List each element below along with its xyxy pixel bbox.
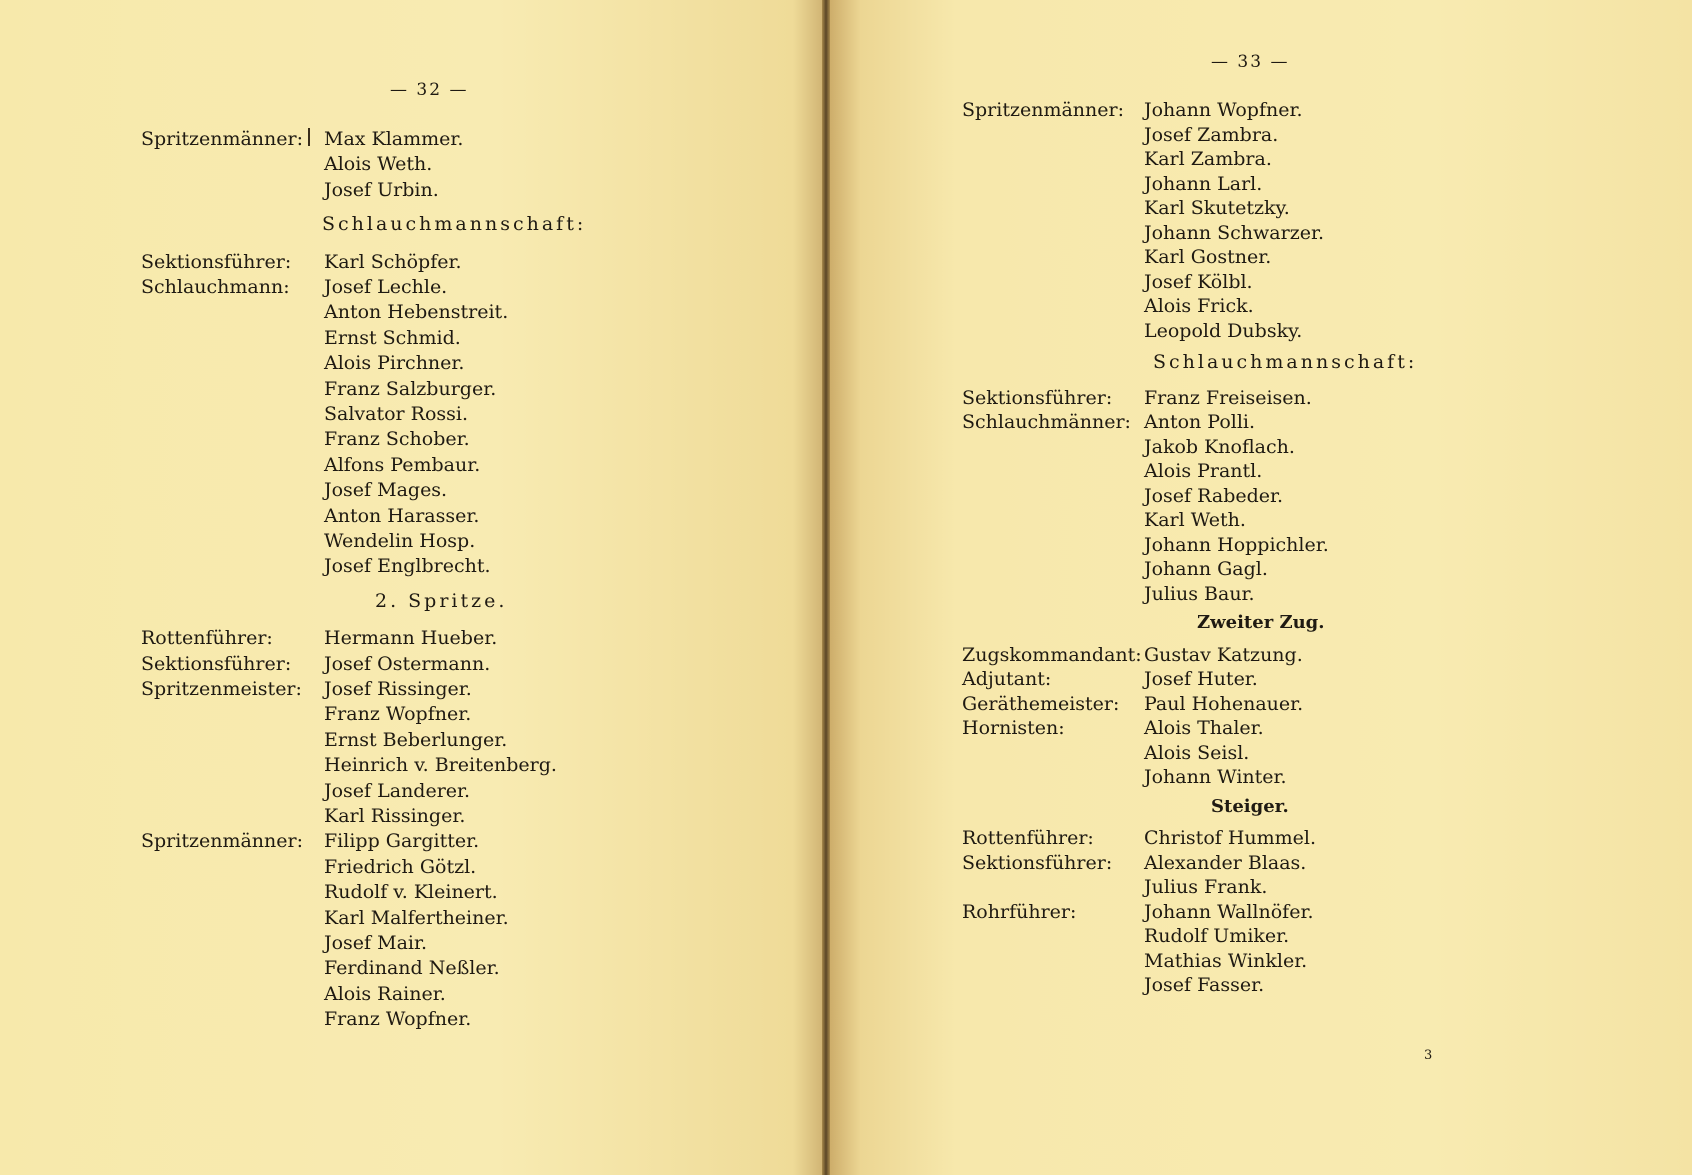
section-subheading: Zweiter Zug. — [1197, 612, 1325, 633]
member-name: Hermann Hueber. — [324, 627, 498, 650]
member-name: Salvator Rossi. — [324, 403, 469, 425]
member-name: Alois Rainer. — [324, 982, 446, 1005]
member-name: Alois Thaler. — [1144, 717, 1264, 739]
member-name: Alfons Pembaur. — [324, 453, 481, 476]
member-name: Johann Wopfner. — [1144, 99, 1303, 121]
member-name: Franz Schober. — [324, 428, 470, 451]
member-name: Anton Harasser. — [324, 504, 480, 527]
page-number: — 33 — — [1211, 52, 1290, 72]
book-gutter — [822, 0, 830, 1175]
role-label: Adjutant: — [962, 668, 1052, 690]
role-label: Hornisten: — [962, 717, 1065, 739]
page-number: — 32 — — [390, 80, 469, 100]
member-name: Johann Wallnöfer. — [1144, 900, 1314, 923]
member-name: Josef Huter. — [1144, 668, 1258, 690]
member-name: Karl Weth. — [1144, 509, 1246, 531]
member-name: Karl Zambra. — [1144, 148, 1272, 170]
member-name: Alois Seisl. — [1144, 741, 1250, 764]
member-name: Karl Schöpfer. — [324, 250, 462, 273]
member-name: Christof Hummel. — [1144, 827, 1317, 849]
member-name: Josef Lechle. — [324, 276, 448, 298]
member-name: Josef Landerer. — [324, 779, 471, 802]
member-name: Wendelin Hosp. — [324, 530, 476, 552]
member-name: Josef Mair. — [324, 932, 428, 954]
member-name: Jakob Knoflach. — [1144, 435, 1295, 458]
member-name: Anton Hebenstreit. — [324, 301, 509, 324]
section-heading: 2. Spritze. — [375, 589, 508, 612]
member-name: Karl Rissinger. — [324, 805, 466, 827]
member-name: Karl Gostner. — [1144, 246, 1272, 268]
pencil-mark — [308, 128, 310, 146]
role-label: Rohrführer: — [962, 900, 1077, 923]
member-name: Alexander Blaas. — [1144, 851, 1307, 874]
role-label: Geräthemeister: — [962, 692, 1120, 715]
role-label: Sektionsführer: — [962, 851, 1113, 874]
role-label: Zugskommandant: — [962, 643, 1142, 666]
member-name: Alois Prantl. — [1144, 460, 1263, 482]
member-name: Julius Baur. — [1144, 582, 1255, 605]
member-name: Alois Weth. — [324, 153, 433, 176]
role-label: Spritzenmänner: — [962, 99, 1125, 121]
member-name: Josef Rissinger. — [324, 678, 472, 700]
role-label: Spritzenmeister: — [141, 678, 302, 700]
role-label: Rottenführer: — [141, 627, 273, 650]
member-name: Rudolf Umiker. — [1144, 925, 1290, 947]
role-label: Schlauchmänner: — [962, 411, 1131, 433]
section-heading: Schlauchmannschaft: — [322, 213, 587, 236]
member-name: Karl Skutetzky. — [1144, 197, 1290, 219]
role-label: Schlauchmann: — [141, 276, 290, 298]
member-name: Josef Kölbl. — [1144, 270, 1253, 293]
member-name: Johann Larl. — [1144, 172, 1263, 195]
member-name: Heinrich v. Breitenberg. — [324, 754, 557, 777]
member-name: Alois Frick. — [1144, 295, 1254, 317]
role-label: Spritzenmänner: — [141, 830, 304, 853]
member-name: Johann Winter. — [1144, 766, 1287, 788]
member-name: Johann Hoppichler. — [1144, 533, 1329, 556]
member-name: Karl Malfertheiner. — [324, 906, 509, 929]
signature-mark: 3 — [1424, 1048, 1433, 1063]
member-name: Josef Englbrecht. — [324, 555, 491, 578]
right-page — [826, 0, 1692, 1175]
member-name: Friedrich Götzl. — [324, 855, 477, 878]
role-label: Rottenführer: — [962, 827, 1094, 849]
member-name: Mathias Winkler. — [1144, 949, 1308, 972]
member-name: Ernst Beberlunger. — [324, 728, 508, 751]
role-label: Sektionsführer: — [962, 386, 1113, 409]
member-name: Johann Gagl. — [1144, 558, 1268, 580]
member-name: Leopold Dubsky. — [1144, 319, 1303, 342]
member-name: Ferdinand Neßler. — [324, 957, 500, 980]
role-label: Sektionsführer: — [141, 652, 292, 675]
member-name: Gustav Katzung. — [1144, 643, 1303, 666]
member-name: Julius Frank. — [1144, 876, 1268, 898]
member-name: Josef Urbin. — [324, 178, 439, 201]
member-name: Franz Wopfner. — [324, 1008, 472, 1031]
member-name: Josef Ostermann. — [324, 652, 491, 675]
member-name: Josef Zambra. — [1144, 123, 1279, 146]
member-name: Max Klammer. — [324, 128, 464, 150]
member-name: Franz Freiseisen. — [1144, 386, 1312, 409]
role-label: Sektionsführer: — [141, 250, 292, 273]
section-heading: Schlauchmannschaft: — [1153, 351, 1418, 373]
member-name: Josef Mages. — [324, 479, 448, 502]
member-name: Josef Rabeder. — [1144, 484, 1284, 507]
member-name: Paul Hohenauer. — [1144, 692, 1304, 715]
member-name: Alois Pirchner. — [324, 352, 465, 375]
role-label: Spritzenmänner: — [141, 128, 304, 150]
member-name: Josef Fasser. — [1144, 974, 1265, 996]
member-name: Filipp Gargitter. — [324, 830, 480, 853]
section-subheading: Steiger. — [1211, 795, 1289, 817]
member-name: Johann Schwarzer. — [1144, 221, 1324, 244]
member-name: Franz Salzburger. — [324, 377, 497, 400]
left-page — [0, 0, 826, 1175]
member-name: Anton Polli. — [1144, 411, 1256, 433]
member-name: Franz Wopfner. — [324, 703, 472, 726]
member-name: Ernst Schmid. — [324, 326, 461, 349]
member-name: Rudolf v. Kleinert. — [324, 881, 498, 904]
